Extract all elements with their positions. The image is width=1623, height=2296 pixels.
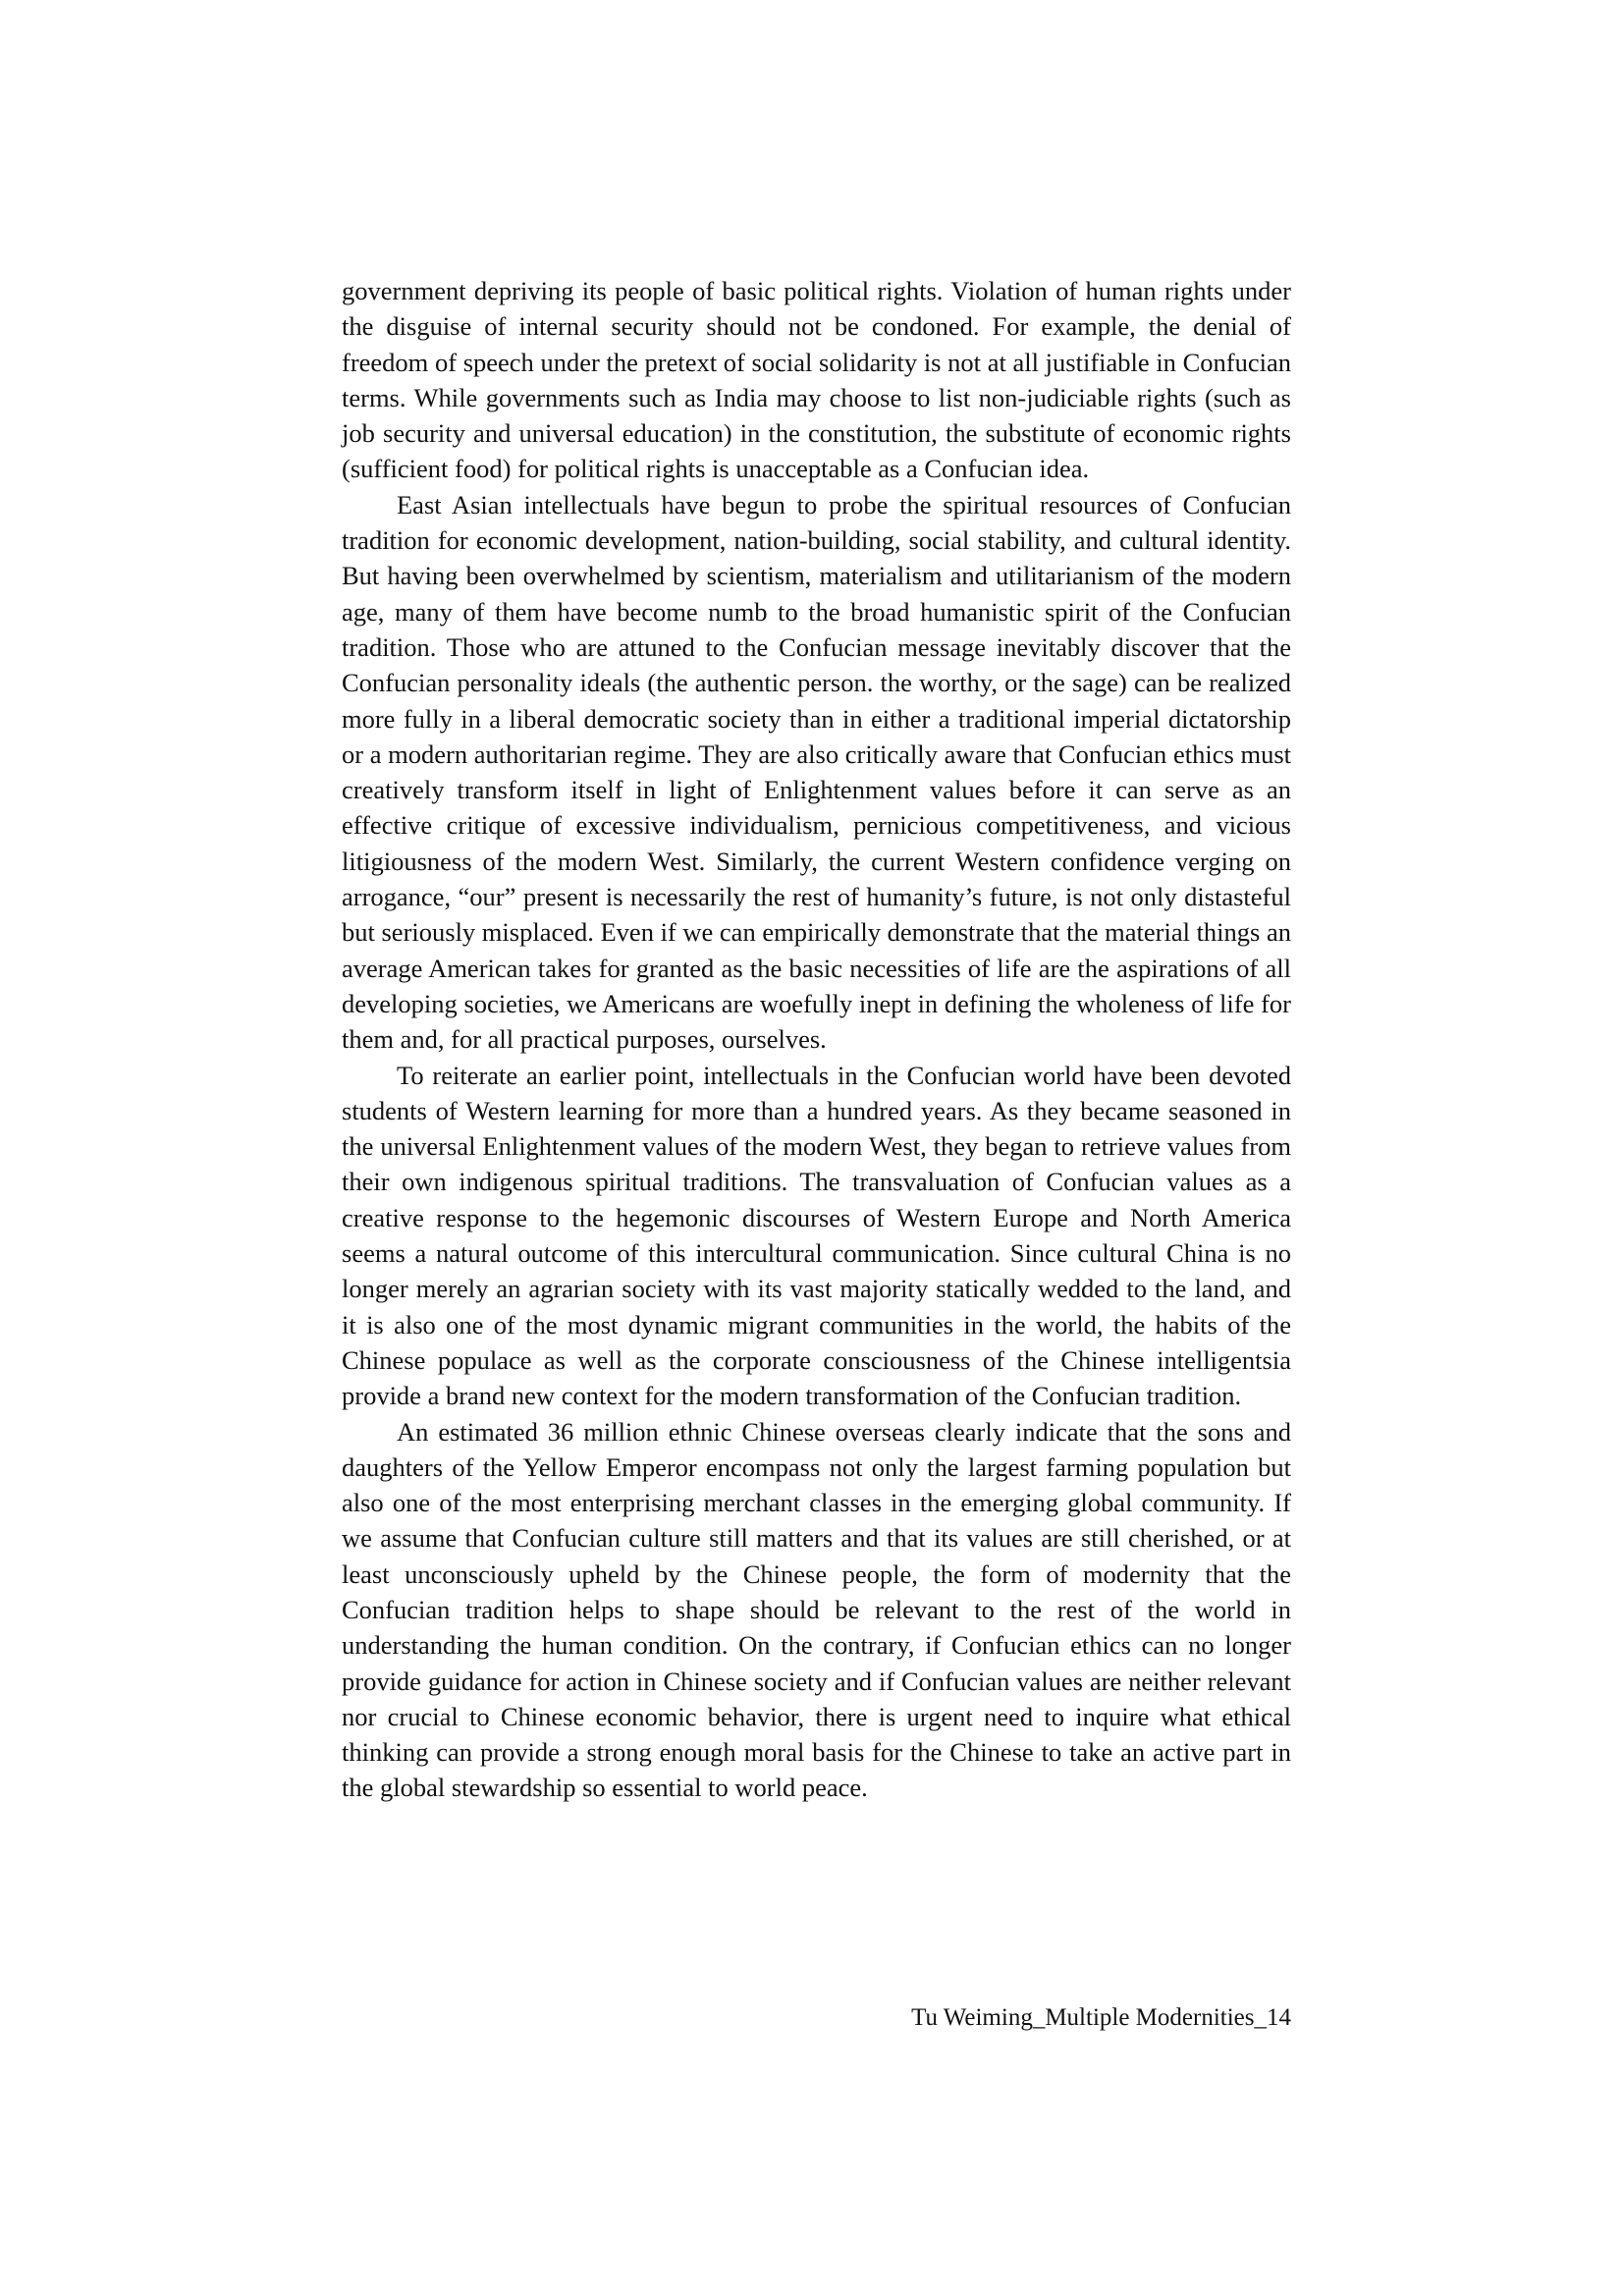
body-text [342,273,1291,1806]
paragraph-reiterate-earlier-point: To reiterate an earlier point, intellectuals in the Confucian world have been devoted students of Western learning for more than a hundred years. As they became seasoned in the universal Enlightenment values of the modern West, they began to retrieve values from their own indigenous spiritual traditions. The transvaluation of Confucian values as a creative response to the hegemonic discourses of Western Europe and North America seems a natural outcome of this intercultural communication. Since cultural China is no longer merely an agrarian society with its vast majority statically wedded to the land, and it is also one of the most dynamic migrant communities in the world, the habits of the Chinese populace as well as the corporate consciousness of the Chinese intelligentsia provide a brand new context for the modern transformation of the Confucian tradition. [342,1060,1291,1411]
paragraph-east-asian-intellectuals: East Asian intellectuals have begun to probe the spiritual resources of Confucian tradition for economic development, nation-building, social stability, and cultural identity. But having been overwhelmed by scientism, materialism and utilitarianism of the modern age, many of them have become numb to the broad humanistic spirit of the Confucian tradition. Those who are attuned to the Confucian message inevitably discover that the Confucian personality ideals (the authentic person. the worthy, or the sage) can be realized more fully in a liberal democratic society than in either a traditional imperial dictatorship or a modern authoritarian regime. They are also critically aware that Confucian ethics must creatively transform itself in light of Enlightenment values before it can serve as an effective critique of excessive individualism, pernicious competitiveness, and vicious litigiousness of the modern West. Similarly, the current Western confidence verging on arrogance, “our” present is necessarily the rest of humanity’s future, is not only distasteful but seriously misplaced. Even if we can empirically demonstrate that the material things an average American takes for granted as the basic necessities of life are the aspirations of all developing societies, we Americans are woefully inept in defining the wholeness of life for them and, for all practical purposes, ourselves. [342,489,1291,1055]
running-footer: Tu Weiming_Multiple Modernities_14 [911,2004,1291,2031]
paragraph-continued: government depriving its people of basic political rights. Violation of human rights under the disguise of internal security should not be condoned. For example, the denial of freedom of speech under the pretext of social solidarity is not at all justifiable in Confucian terms. While governments such as India may choose to list non-judiciable rights (such as job security and universal education) in the constitution, the substitute of economic rights (sufficient food) for political rights is unacceptable as a Confucian idea. [342,276,1291,484]
paragraph-ethnic-chinese-overseas: An estimated 36 million ethnic Chinese overseas clearly indicate that the sons and daughters of the Yellow Emperor encompass not only the largest farming population but also one of the most enterprising merchant classes in the emerging global community. If we assume that Confucian culture still matters and that its values are still cherished, or at least unconsciously upheld by the Chinese people, the form of modernity that the Confucian tradition helps to shape should be relevant to the rest of the world in understanding the human condition. On the contrary, if Confucian ethics can no longer provide guidance for action in Chinese society and if Confucian values are neither relevant nor crucial to Chinese economic behavior, there is urgent need to inquire what ethical thinking can provide a strong enough moral basis for the Chinese to take an active part in the global stewardship so essential to world peace. [342,1416,1291,1803]
